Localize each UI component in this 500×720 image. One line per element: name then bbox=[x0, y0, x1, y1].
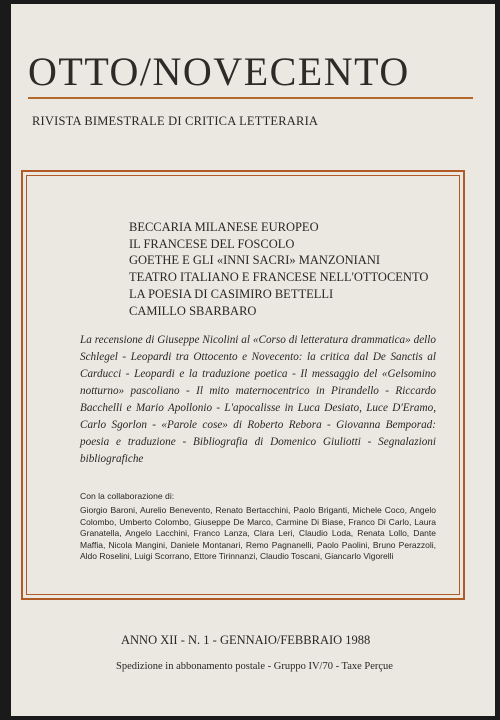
essay-list: La recensione di Giuseppe Nicolini al «Corso di letteratura drammatica» dello Schlegel - Leopardi tra Ottocento e Novecento: la critica dal De Sanctis al Carducci - Leopardi e la traduzione poetica - Il messaggio del «Gelsomino notturno» pascoliano - Il mito maternocentrico in Pirandello - Riccardo Bacchelli e Mario Apollonio - L'apocalisse in Luca Desiato, Luce D'Eramo, Carlo Sgorlon - «Parole cose» di Roberto Rebora - Giovanna Bemporad: poesia e traduzione - Bibliografia di Domenico Giuliotti - Segnalazioni bibliografiche bbox=[80, 334, 436, 465]
postal-notice: Spedizione in abbonamento postale - Gruppo IV/70 - Taxe Perçue bbox=[116, 661, 393, 672]
title-underline bbox=[28, 97, 473, 99]
headline-item: IL FRANCESE DEL FOSCOLO bbox=[129, 236, 295, 251]
headline-item: GOETHE E GLI «INNI SACRI» MANZONIANI bbox=[129, 253, 381, 268]
issue-info: ANNO XII - N. 1 - GENNAIO/FEBBRAIO 1988 bbox=[121, 633, 371, 647]
headline-item: CAMILLO SBARBARO bbox=[129, 303, 257, 318]
headline-item: LA POESIA DI CASIMIRO BETTELLI bbox=[129, 286, 334, 301]
headline-item: TEATRO ITALIANO E FRANCESE NELL'OTTOCENTO bbox=[129, 270, 429, 285]
journal-subtitle: RIVISTA BIMESTRALE DI CRITICA LETTERARIA bbox=[32, 114, 319, 128]
headline-list bbox=[129, 219, 449, 319]
collaboration-label: Con la collaborazione di: bbox=[80, 491, 175, 501]
journal-title: OTTO/NOVECENTO bbox=[28, 49, 410, 94]
headline-item: BECCARIA MILANESE EUROPEO bbox=[129, 220, 319, 234]
collaborator-names: Giorgio Baroni, Aurelio Benevento, Renato Bertacchini, Paolo Briganti, Michele Coco, Angelo Colombo, Umberto Colombo, Giuseppe De Marco, Carmine Di Biase, Franco Di Carlo, Laura Granatella, Angelo Lacchini, Franco Lanza, Clara Leri, Claudio Loda, Renata Lollo, Dante Maffia, Nicola Mangini, Daniele Montanari, Remo Pagnanelli, Paolo Paolini, Bruno Perazzoli, Aldo Roselini, Luigi Scorrano, Ettore Tirinnanzi, Claudio Toscani, Giancarlo Vigorelli bbox=[80, 505, 436, 562]
